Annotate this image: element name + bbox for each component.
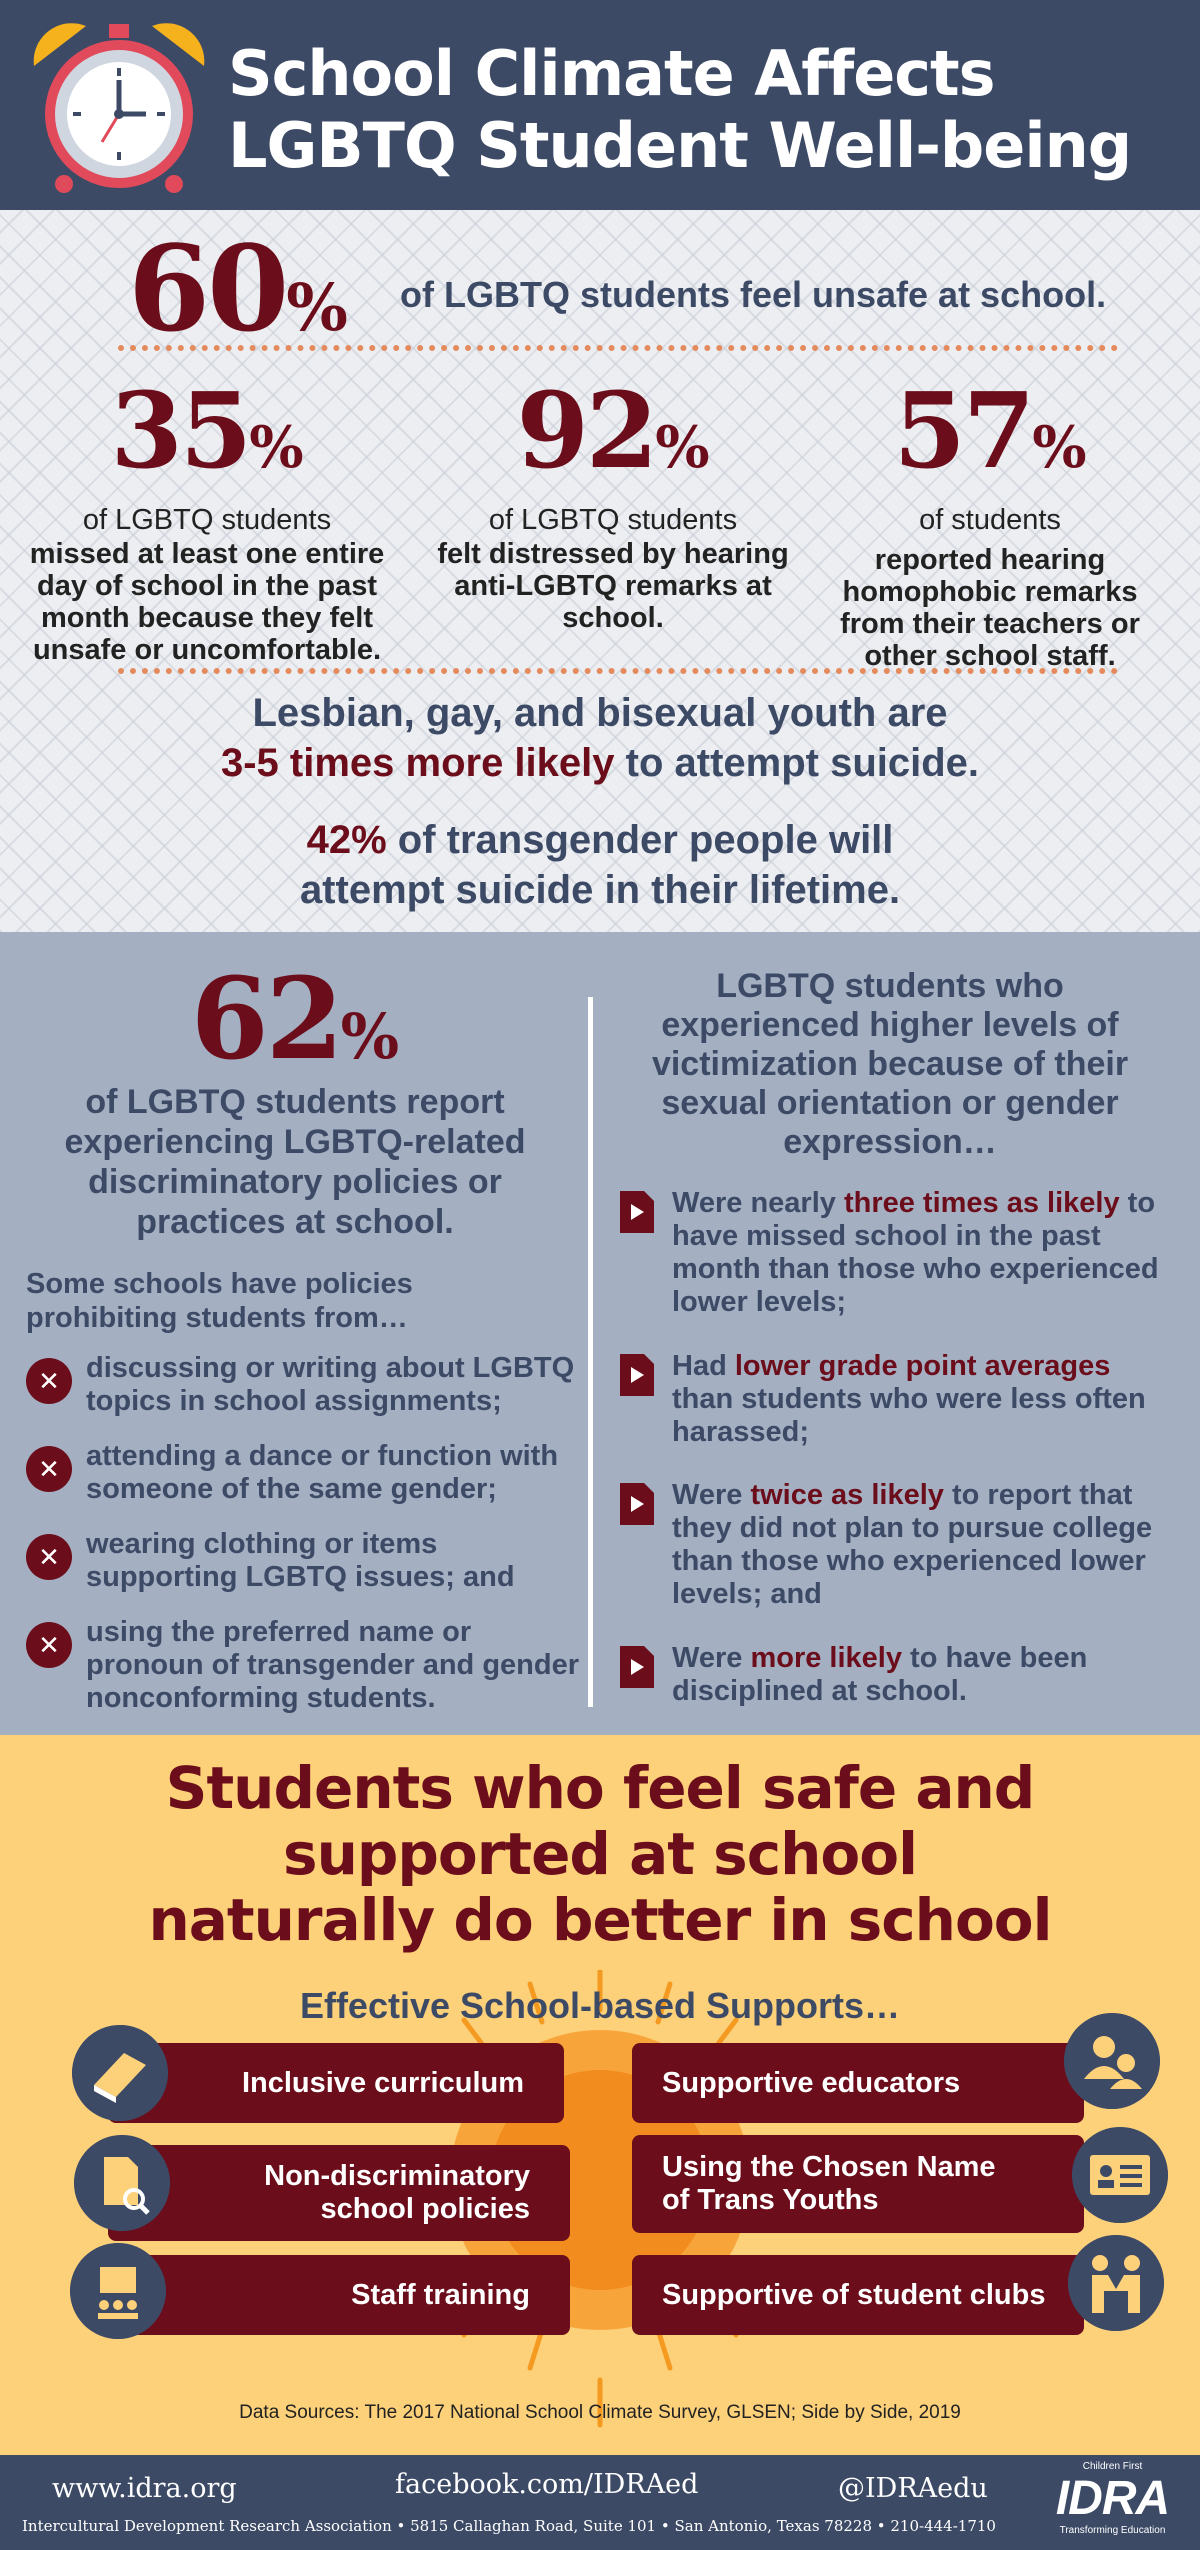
stat-35-number: 35% <box>110 369 304 492</box>
address: Intercultural Development Research Association • 5815 Callaghan Road, Suite 101 • San Antonio, Texas 78228 • 210-444-1710 <box>22 2517 996 2535</box>
supports-subheading: Effective School-based Supports… <box>299 1985 901 2026</box>
outcome-item: Were nearly three times as likely to have missed school in the past month than those who experienced lower levels; <box>618 1187 1178 1319</box>
policy-item: ✕ discussing or writing about LGBTQ topics in school assignments; <box>26 1352 586 1418</box>
header <box>0 0 1200 210</box>
outcome-item: Were twice as likely to report that they did not plan to pursue college than those who experienced lower levels; and <box>618 1479 1178 1611</box>
stat-62-number: 62% <box>190 954 400 1085</box>
outcome-item: Had lower grade point averages than students who were less often harassed; <box>618 1350 1178 1449</box>
dotted-divider <box>118 668 1118 674</box>
stat-62-text: of LGBTQ students report experiencing LGBTQ-related discriminatory policies or practices at school. <box>64 1083 526 1241</box>
stat-92 <box>428 369 798 634</box>
victimization-heading: LGBTQ students who experienced higher levels of victimization because of their sexual orientation or gender expression… <box>651 967 1129 1161</box>
handshake-icon <box>1068 2235 1164 2331</box>
footer <box>0 2455 1200 2550</box>
document-play-icon <box>620 1646 654 1688</box>
support-staff-training: Staff training <box>108 2255 570 2335</box>
transgender-suicide-stat: 42% of transgender people will attempt suicide in their lifetime. <box>299 818 901 912</box>
stat-57-desc: reported hearing homophobic remarks from their teachers or other school staff. <box>840 544 1140 672</box>
x-circle-icon: ✕ <box>26 1534 72 1580</box>
classroom-icon <box>70 2243 166 2339</box>
x-circle-icon: ✕ <box>26 1358 72 1404</box>
stat-60-text: of LGBTQ students feel unsafe at school. <box>400 274 1107 315</box>
stat-35-label: of LGBTQ students <box>82 504 332 536</box>
support-inclusive-curriculum: Inclusive curriculum <box>108 2043 564 2123</box>
x-circle-icon: ✕ <box>26 1622 72 1668</box>
stat-92-number: 92% <box>516 369 710 492</box>
stat-92-label: of LGBTQ students <box>488 504 738 536</box>
policy-item: ✕ using the preferred name or pronoun of transgender and gender nonconforming students. <box>26 1616 586 1715</box>
stat-35 <box>22 369 392 666</box>
stat-57-label: of students <box>919 504 1061 536</box>
stat-92-desc: felt distressed by hearing anti-LGBTQ remarks at school. <box>437 538 789 634</box>
support-heading: Students who feel safe and supported at school naturally do better in school <box>148 1754 1052 1954</box>
id-card-icon <box>1072 2127 1168 2223</box>
stat-57-number: 57% <box>893 369 1087 492</box>
data-sources: Data Sources: The 2017 National School Climate Survey, GLSEN; Side by Side, 2019 <box>239 2402 961 2423</box>
book-icon <box>72 2025 168 2121</box>
people-icon <box>1064 2013 1160 2109</box>
support-supportive-educators: Supportive educators <box>632 2043 1084 2123</box>
policy-intro: Some schools have policies prohibiting students from… <box>26 1268 413 1334</box>
stat-35-desc: missed at least one entire day of school in the past month because they felt unsafe or uncomfortable. <box>29 538 385 666</box>
support-non-discriminatory-policies: Non-discriminatory school policies <box>108 2145 570 2241</box>
stat-57 <box>815 369 1165 672</box>
support-section <box>0 1735 1200 2455</box>
support-chosen-name: Using the Chosen Name of Trans Youths <box>632 2135 1084 2233</box>
vertical-divider <box>588 997 593 1707</box>
dotted-divider <box>118 345 1118 351</box>
lgb-suicide-stat: Lesbian, gay, and bisexual youth are 3-5 times more likely to attempt suicide. <box>220 691 980 785</box>
page-title: School Climate Affects LGBTQ Student Well-being <box>228 37 1132 182</box>
x-circle-icon: ✕ <box>26 1446 72 1492</box>
website-link[interactable]: www.idra.org <box>52 2473 237 2504</box>
document-play-icon <box>620 1354 654 1396</box>
outcome-item: Were more likely to have been disciplined at school. <box>618 1642 1178 1708</box>
idra-logo: Children First IDRA Transforming Education <box>1055 2461 1170 2536</box>
policy-item: ✕ wearing clothing or items supporting LGBTQ issues; and <box>26 1528 586 1594</box>
twitter-handle[interactable]: @IDRAedu <box>838 2473 988 2504</box>
facebook-link[interactable]: facebook.com/IDRAed <box>395 2469 699 2500</box>
alarm-clock-icon <box>24 18 214 198</box>
document-play-icon <box>620 1191 654 1233</box>
document-play-icon <box>620 1483 654 1525</box>
support-student-clubs: Supportive of student clubs <box>632 2255 1084 2335</box>
stat-60-number: 60% <box>128 219 348 358</box>
document-search-icon <box>74 2135 170 2231</box>
policy-item: ✕ attending a dance or function with someone of the same gender; <box>26 1440 586 1506</box>
discrimination-section <box>0 932 1200 1735</box>
stats-section <box>0 210 1200 932</box>
